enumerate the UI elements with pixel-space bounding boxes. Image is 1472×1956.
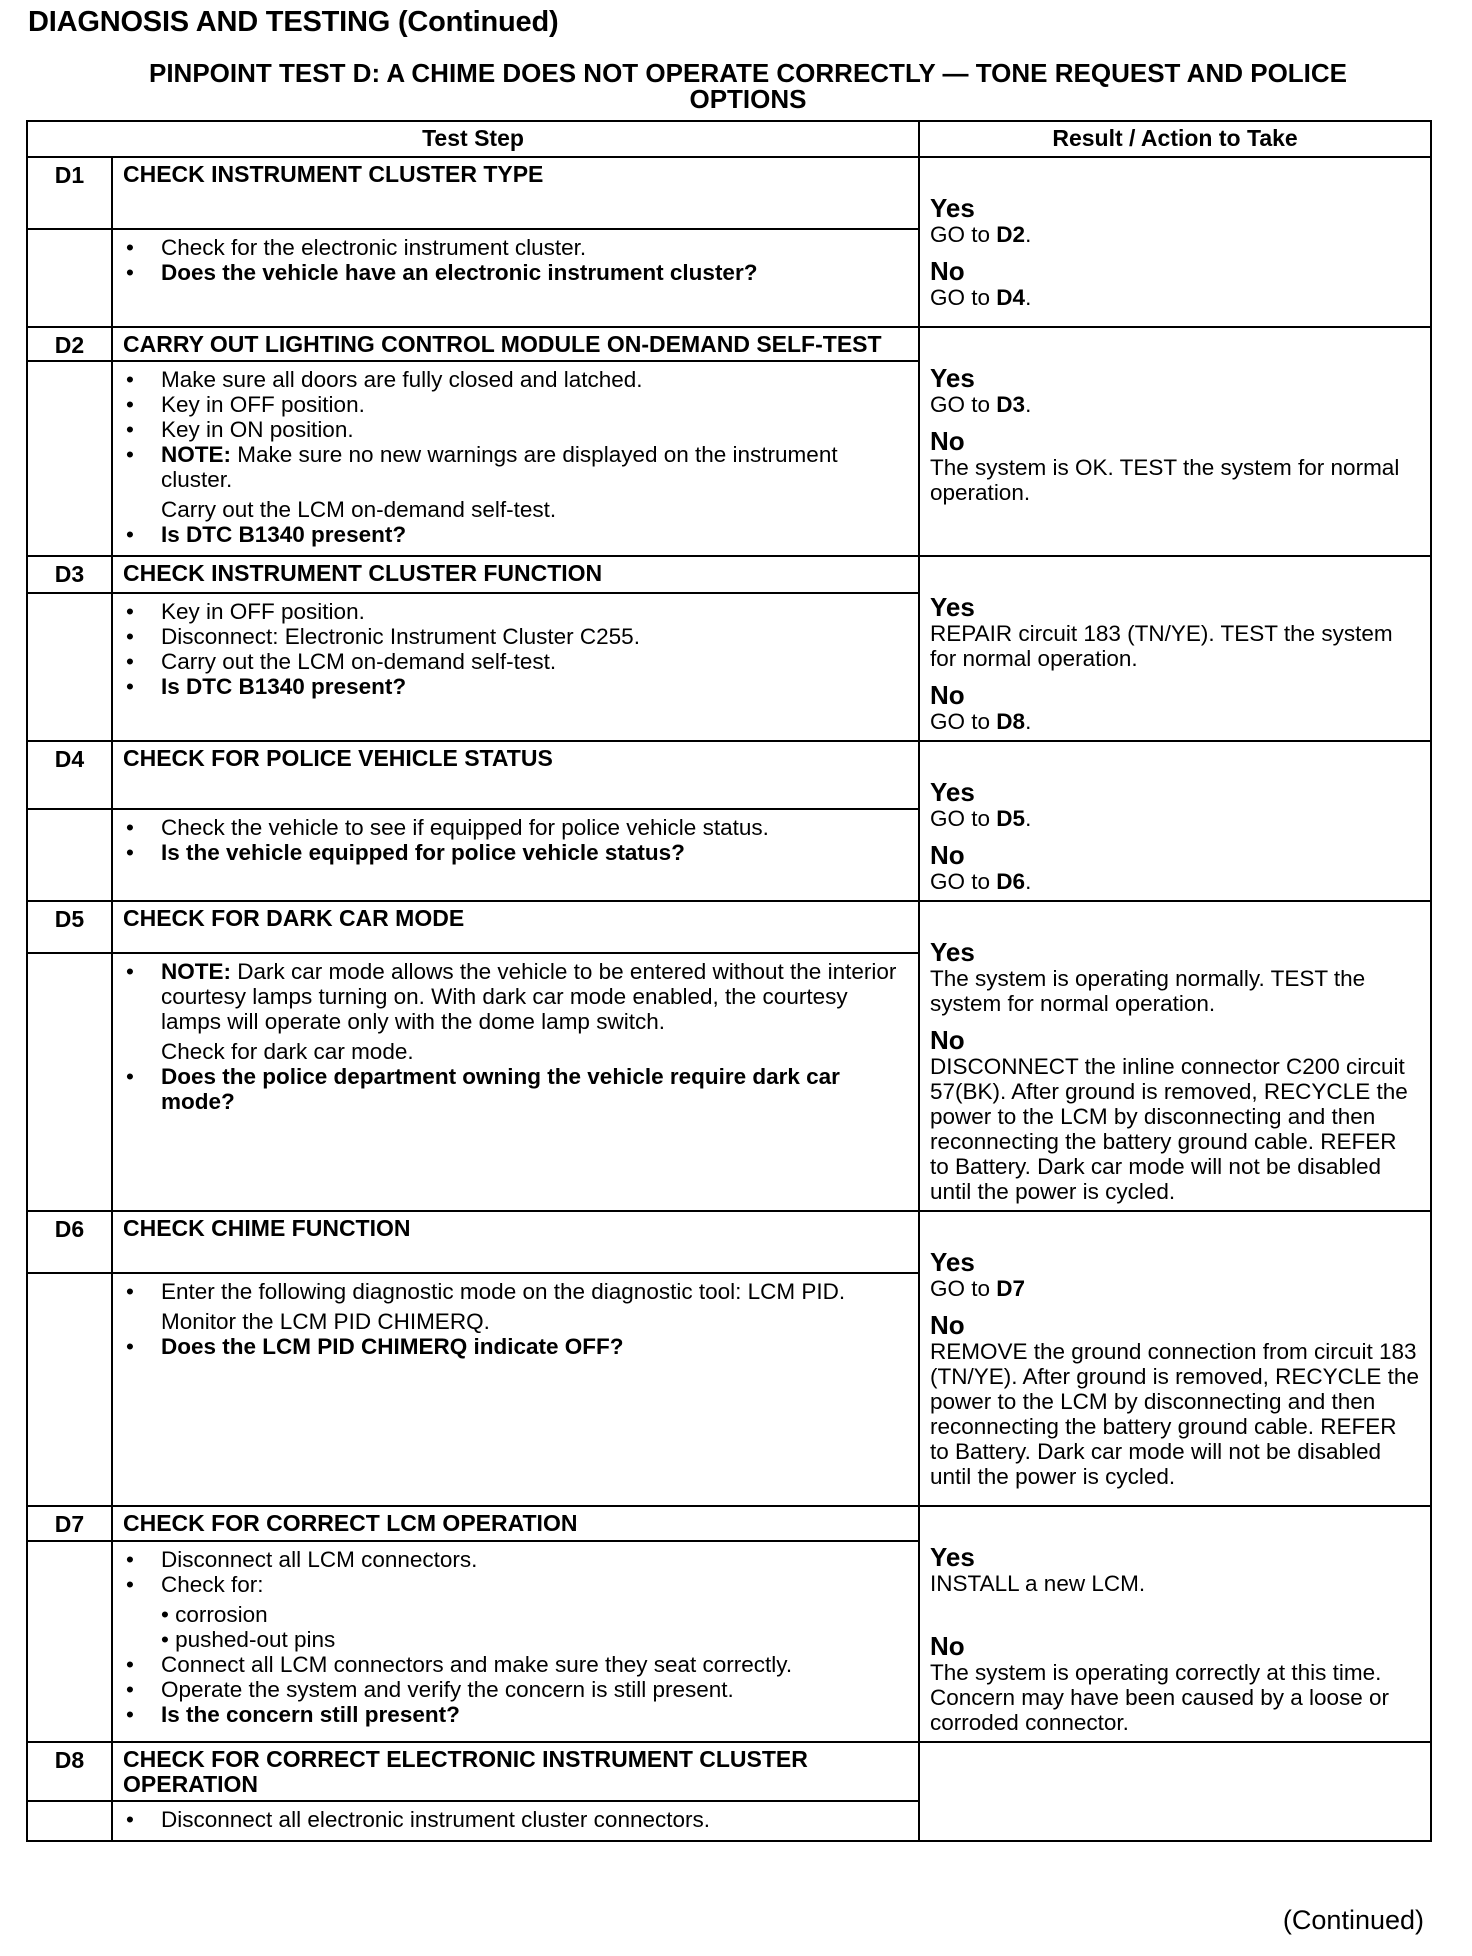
bullet-icon: •	[126, 417, 134, 442]
result-yes-label: Yes	[930, 193, 975, 223]
step-id: D6	[27, 1211, 112, 1273]
action-text: GO to	[930, 1276, 997, 1301]
bullet-icon: •	[126, 958, 134, 984]
step-bullet	[123, 1702, 908, 1727]
step-d1-title-row	[27, 157, 1431, 229]
step-question: Does the vehicle have an electronic instrument cluster?	[161, 260, 758, 285]
step-instruction: Operate the system and verify the concern is still present.	[161, 1677, 734, 1703]
step-d2-title-row	[27, 327, 1431, 361]
bullet-icon: •	[126, 1572, 134, 1598]
step-instruction: Check for dark car mode.	[161, 1038, 414, 1064]
result-no-action: The system is operating correctly at this time. Concern may have been caused by a loose or corroded connector.	[930, 1660, 1390, 1735]
step-id: D2	[27, 327, 112, 361]
bullet-icon: •	[126, 442, 134, 467]
step-id-spacer	[27, 229, 112, 327]
action-text: GO to	[930, 806, 997, 831]
result-no-action	[930, 285, 1420, 310]
pinpoint-test-table	[26, 120, 1432, 1842]
step-bullet	[123, 624, 908, 649]
result-yes-label: Yes	[930, 1542, 975, 1572]
note-label: NOTE:	[161, 958, 231, 984]
step-bullet	[123, 1572, 908, 1597]
step-id: D7	[27, 1506, 112, 1541]
step-question: Is the vehicle equipped for police vehicle status?	[161, 840, 685, 865]
bullet-icon: •	[126, 392, 134, 417]
step-title: CHECK CHIME FUNCTION	[112, 1211, 919, 1273]
step-reference: D2	[996, 222, 1026, 247]
step-instruction: Disconnect all LCM connectors.	[161, 1547, 478, 1573]
step-bullet	[123, 392, 908, 417]
step-bullet	[123, 235, 908, 260]
step-question: Is DTC B1340 present?	[161, 674, 407, 699]
step-bullet	[123, 417, 908, 442]
column-header-test-step: Test Step	[27, 121, 919, 157]
bullet-icon: •	[126, 1063, 134, 1089]
step-instruction: Make sure all doors are fully closed and latched.	[161, 367, 643, 392]
step-title: CHECK INSTRUMENT CLUSTER FUNCTION	[112, 556, 919, 593]
step-instruction: Check for:	[161, 1572, 264, 1598]
bullet-icon: •	[126, 367, 134, 392]
step-bullet	[123, 522, 908, 547]
step-bullet	[123, 1547, 908, 1572]
bullet-icon: •	[126, 1702, 134, 1728]
step-instruction: Enter the following diagnostic mode on the diagnostic tool: LCM PID.	[161, 1279, 846, 1304]
pinpoint-test-title-line1: PINPOINT TEST D: A CHIME DOES NOT OPERATE CORRECTLY — TONE REQUEST AND POLICE	[148, 58, 1348, 88]
step-d2-result	[919, 327, 1431, 556]
step-d3-title-row	[27, 556, 1431, 593]
step-d7-result	[919, 1506, 1431, 1742]
result-no-action	[930, 869, 1420, 894]
result-no-action: REMOVE the ground connection from circuit 183 (TN/YE). After ground is removed, RECYCLE the power to the LCM by disconnecting and then reconnecting the battery ground cable. REFER to Battery. Dark car mode will not be disabled until the power is cycled.	[930, 1339, 1419, 1489]
result-no-label: No	[930, 1310, 965, 1340]
step-d4-result	[919, 741, 1431, 901]
result-yes-label: Yes	[930, 592, 975, 622]
step-title: CHECK FOR CORRECT ELECTRONIC INSTRUMENT CLUSTER OPERATION	[112, 1742, 919, 1801]
result-yes-label: Yes	[930, 1247, 975, 1277]
result-no-label: No	[930, 1631, 965, 1661]
step-instruction: Disconnect: Electronic Instrument Cluster C255.	[161, 624, 640, 649]
step-question: Does the LCM PID CHIMERQ indicate OFF?	[161, 1334, 624, 1359]
column-header-result: Result / Action to Take	[919, 121, 1431, 157]
action-text: GO to	[930, 709, 997, 734]
bullet-icon: •	[126, 1279, 134, 1304]
step-bullet	[123, 1652, 908, 1677]
step-d6-result	[919, 1211, 1431, 1506]
pinpoint-test-title	[28, 60, 1448, 112]
bullet-icon: •	[126, 235, 134, 260]
step-instruction: Key in OFF position.	[161, 599, 365, 624]
step-reference: D7	[996, 1276, 1026, 1301]
step-id-spacer	[27, 1273, 112, 1506]
result-yes-label: Yes	[930, 937, 975, 967]
punctuation: .	[1025, 392, 1032, 417]
step-d6-title-row	[27, 1211, 1431, 1273]
sub-item: • corrosion	[161, 1602, 268, 1628]
step-bullet	[123, 674, 908, 699]
bullet-icon: •	[126, 1334, 134, 1359]
punctuation: .	[1025, 806, 1032, 831]
pinpoint-test-title-line2: OPTIONS	[689, 84, 807, 114]
step-id-spacer	[27, 953, 112, 1211]
step-d5-body	[112, 953, 919, 1211]
step-instruction: Carry out the LCM on-demand self-test.	[161, 649, 557, 674]
step-d2-body	[112, 361, 919, 556]
step-bullet	[123, 599, 908, 624]
step-id-spacer	[27, 1801, 112, 1841]
step-bullet	[123, 1064, 908, 1114]
result-yes-action: INSTALL a new LCM.	[930, 1571, 1146, 1596]
bullet-icon: •	[126, 1807, 134, 1832]
bullet-icon: •	[126, 624, 134, 649]
step-d7-body	[112, 1541, 919, 1742]
bullet-icon: •	[126, 674, 134, 699]
step-d6-body	[112, 1273, 919, 1506]
note-label: NOTE:	[161, 442, 231, 467]
result-no-label: No	[930, 426, 965, 456]
step-bullet	[123, 1677, 908, 1702]
step-d7-title-row	[27, 1506, 1431, 1541]
step-title: CHECK FOR DARK CAR MODE	[112, 901, 919, 953]
step-id: D8	[27, 1742, 112, 1801]
step-id-spacer	[27, 593, 112, 741]
bullet-icon: •	[126, 1547, 134, 1573]
step-d1-result	[919, 157, 1431, 327]
step-bullet	[123, 367, 908, 392]
punctuation: .	[1025, 869, 1032, 894]
result-no-label: No	[930, 840, 965, 870]
step-bullet	[123, 815, 908, 840]
punctuation: .	[1025, 222, 1032, 247]
step-instruction: Disconnect all electronic instrument cluster connectors.	[161, 1807, 710, 1832]
result-yes-action	[930, 222, 1420, 247]
result-yes-action	[930, 806, 1420, 831]
step-title: CHECK INSTRUMENT CLUSTER TYPE	[112, 157, 919, 229]
result-no-label: No	[930, 256, 965, 286]
action-text: GO to	[930, 869, 997, 894]
bullet-icon: •	[126, 522, 134, 547]
step-id-spacer	[27, 809, 112, 901]
result-yes-label: Yes	[930, 363, 975, 393]
result-no-action: The system is OK. TEST the system for normal operation.	[930, 455, 1400, 505]
bullet-icon: •	[126, 815, 134, 840]
result-yes-label: Yes	[930, 777, 975, 807]
table-header-row	[27, 121, 1431, 157]
step-d1-body	[112, 229, 919, 327]
step-bullet	[123, 840, 908, 865]
step-reference: D5	[996, 806, 1026, 831]
page-header	[28, 4, 1448, 112]
step-d5-title-row	[27, 901, 1431, 953]
bullet-icon: •	[126, 599, 134, 624]
note-text: Make sure no new warnings are displayed on the instrument cluster.	[161, 442, 838, 492]
step-bullet	[123, 649, 908, 674]
bullet-icon: •	[126, 649, 134, 674]
bullet-icon: •	[126, 260, 134, 285]
step-instruction: Connect all LCM connectors and make sure they seat correctly.	[161, 1652, 793, 1678]
action-text: GO to	[930, 392, 997, 417]
sub-item: • pushed-out pins	[161, 1627, 336, 1653]
action-text: GO to	[930, 222, 997, 247]
step-d8-body	[112, 1801, 919, 1841]
result-no-label: No	[930, 1025, 965, 1055]
step-id: D4	[27, 741, 112, 809]
step-bullet	[123, 1279, 908, 1304]
step-d5-result	[919, 901, 1431, 1211]
continued-label: (Continued)	[1282, 1905, 1424, 1935]
step-instruction: Check the vehicle to see if equipped for police vehicle status.	[161, 815, 769, 840]
step-title: CHECK FOR POLICE VEHICLE STATUS	[112, 741, 919, 809]
step-d3-result	[919, 556, 1431, 741]
step-question: Is the concern still present?	[161, 1702, 460, 1728]
step-d8-result	[919, 1742, 1431, 1841]
step-note	[123, 442, 908, 492]
punctuation: .	[1025, 709, 1032, 734]
step-d4-title-row	[27, 741, 1431, 809]
step-bullet	[123, 1334, 908, 1359]
step-id: D1	[27, 157, 112, 229]
step-d4-body	[112, 809, 919, 901]
step-instruction: Check for the electronic instrument cluster.	[161, 235, 587, 260]
result-yes-action	[930, 1276, 1420, 1301]
bullet-icon: •	[126, 1677, 134, 1703]
result-no-action: DISCONNECT the inline connector C200 circuit 57(BK). After ground is removed, RECYCLE the power to the LCM by disconnecting and then reconnecting the battery ground cable. REFER to Battery. Dark car mode will not be disabled until the power is cycled.	[930, 1054, 1408, 1204]
step-d3-body	[112, 593, 919, 741]
step-id-spacer	[27, 1541, 112, 1742]
step-note	[123, 959, 908, 1034]
result-no-label: No	[930, 680, 965, 710]
step-instruction: Monitor the LCM PID CHIMERQ.	[161, 1309, 490, 1334]
step-id: D3	[27, 556, 112, 593]
bullet-icon: •	[126, 1652, 134, 1678]
step-id-spacer	[27, 361, 112, 556]
result-yes-action: REPAIR circuit 183 (TN/YE). TEST the system for normal operation.	[930, 621, 1393, 671]
step-question: Does the police department owning the vehicle require dark car mode?	[161, 1063, 840, 1114]
result-yes-action: The system is operating normally. TEST the system for normal operation.	[930, 966, 1366, 1016]
step-bullet	[123, 260, 908, 285]
step-reference: D8	[996, 709, 1026, 734]
step-question: Is DTC B1340 present?	[161, 522, 407, 547]
result-yes-action	[930, 392, 1420, 417]
step-id: D5	[27, 901, 112, 953]
step-bullet	[123, 1807, 908, 1832]
action-text: GO to	[930, 285, 997, 310]
step-title: CHECK FOR CORRECT LCM OPERATION	[112, 1506, 919, 1541]
step-instruction: Key in ON position.	[161, 417, 354, 442]
punctuation: .	[1025, 285, 1032, 310]
step-reference: D6	[996, 869, 1026, 894]
page-title: DIAGNOSIS AND TESTING (Continued)	[28, 6, 559, 38]
step-d8-title-row	[27, 1742, 1431, 1801]
bullet-icon: •	[126, 840, 134, 865]
step-instruction: Carry out the LCM on-demand self-test.	[161, 497, 557, 522]
note-text: Dark car mode allows the vehicle to be entered without the interior courtesy lamps turning on. With dark car mode enabled, the courtesy lamps will operate only with the dome lamp switch.	[161, 958, 897, 1034]
step-title: CARRY OUT LIGHTING CONTROL MODULE ON-DEMAND SELF-TEST	[112, 327, 919, 361]
step-reference: D3	[996, 392, 1026, 417]
step-instruction: Key in OFF position.	[161, 392, 365, 417]
step-reference: D4	[996, 285, 1026, 310]
result-no-action	[930, 709, 1420, 734]
